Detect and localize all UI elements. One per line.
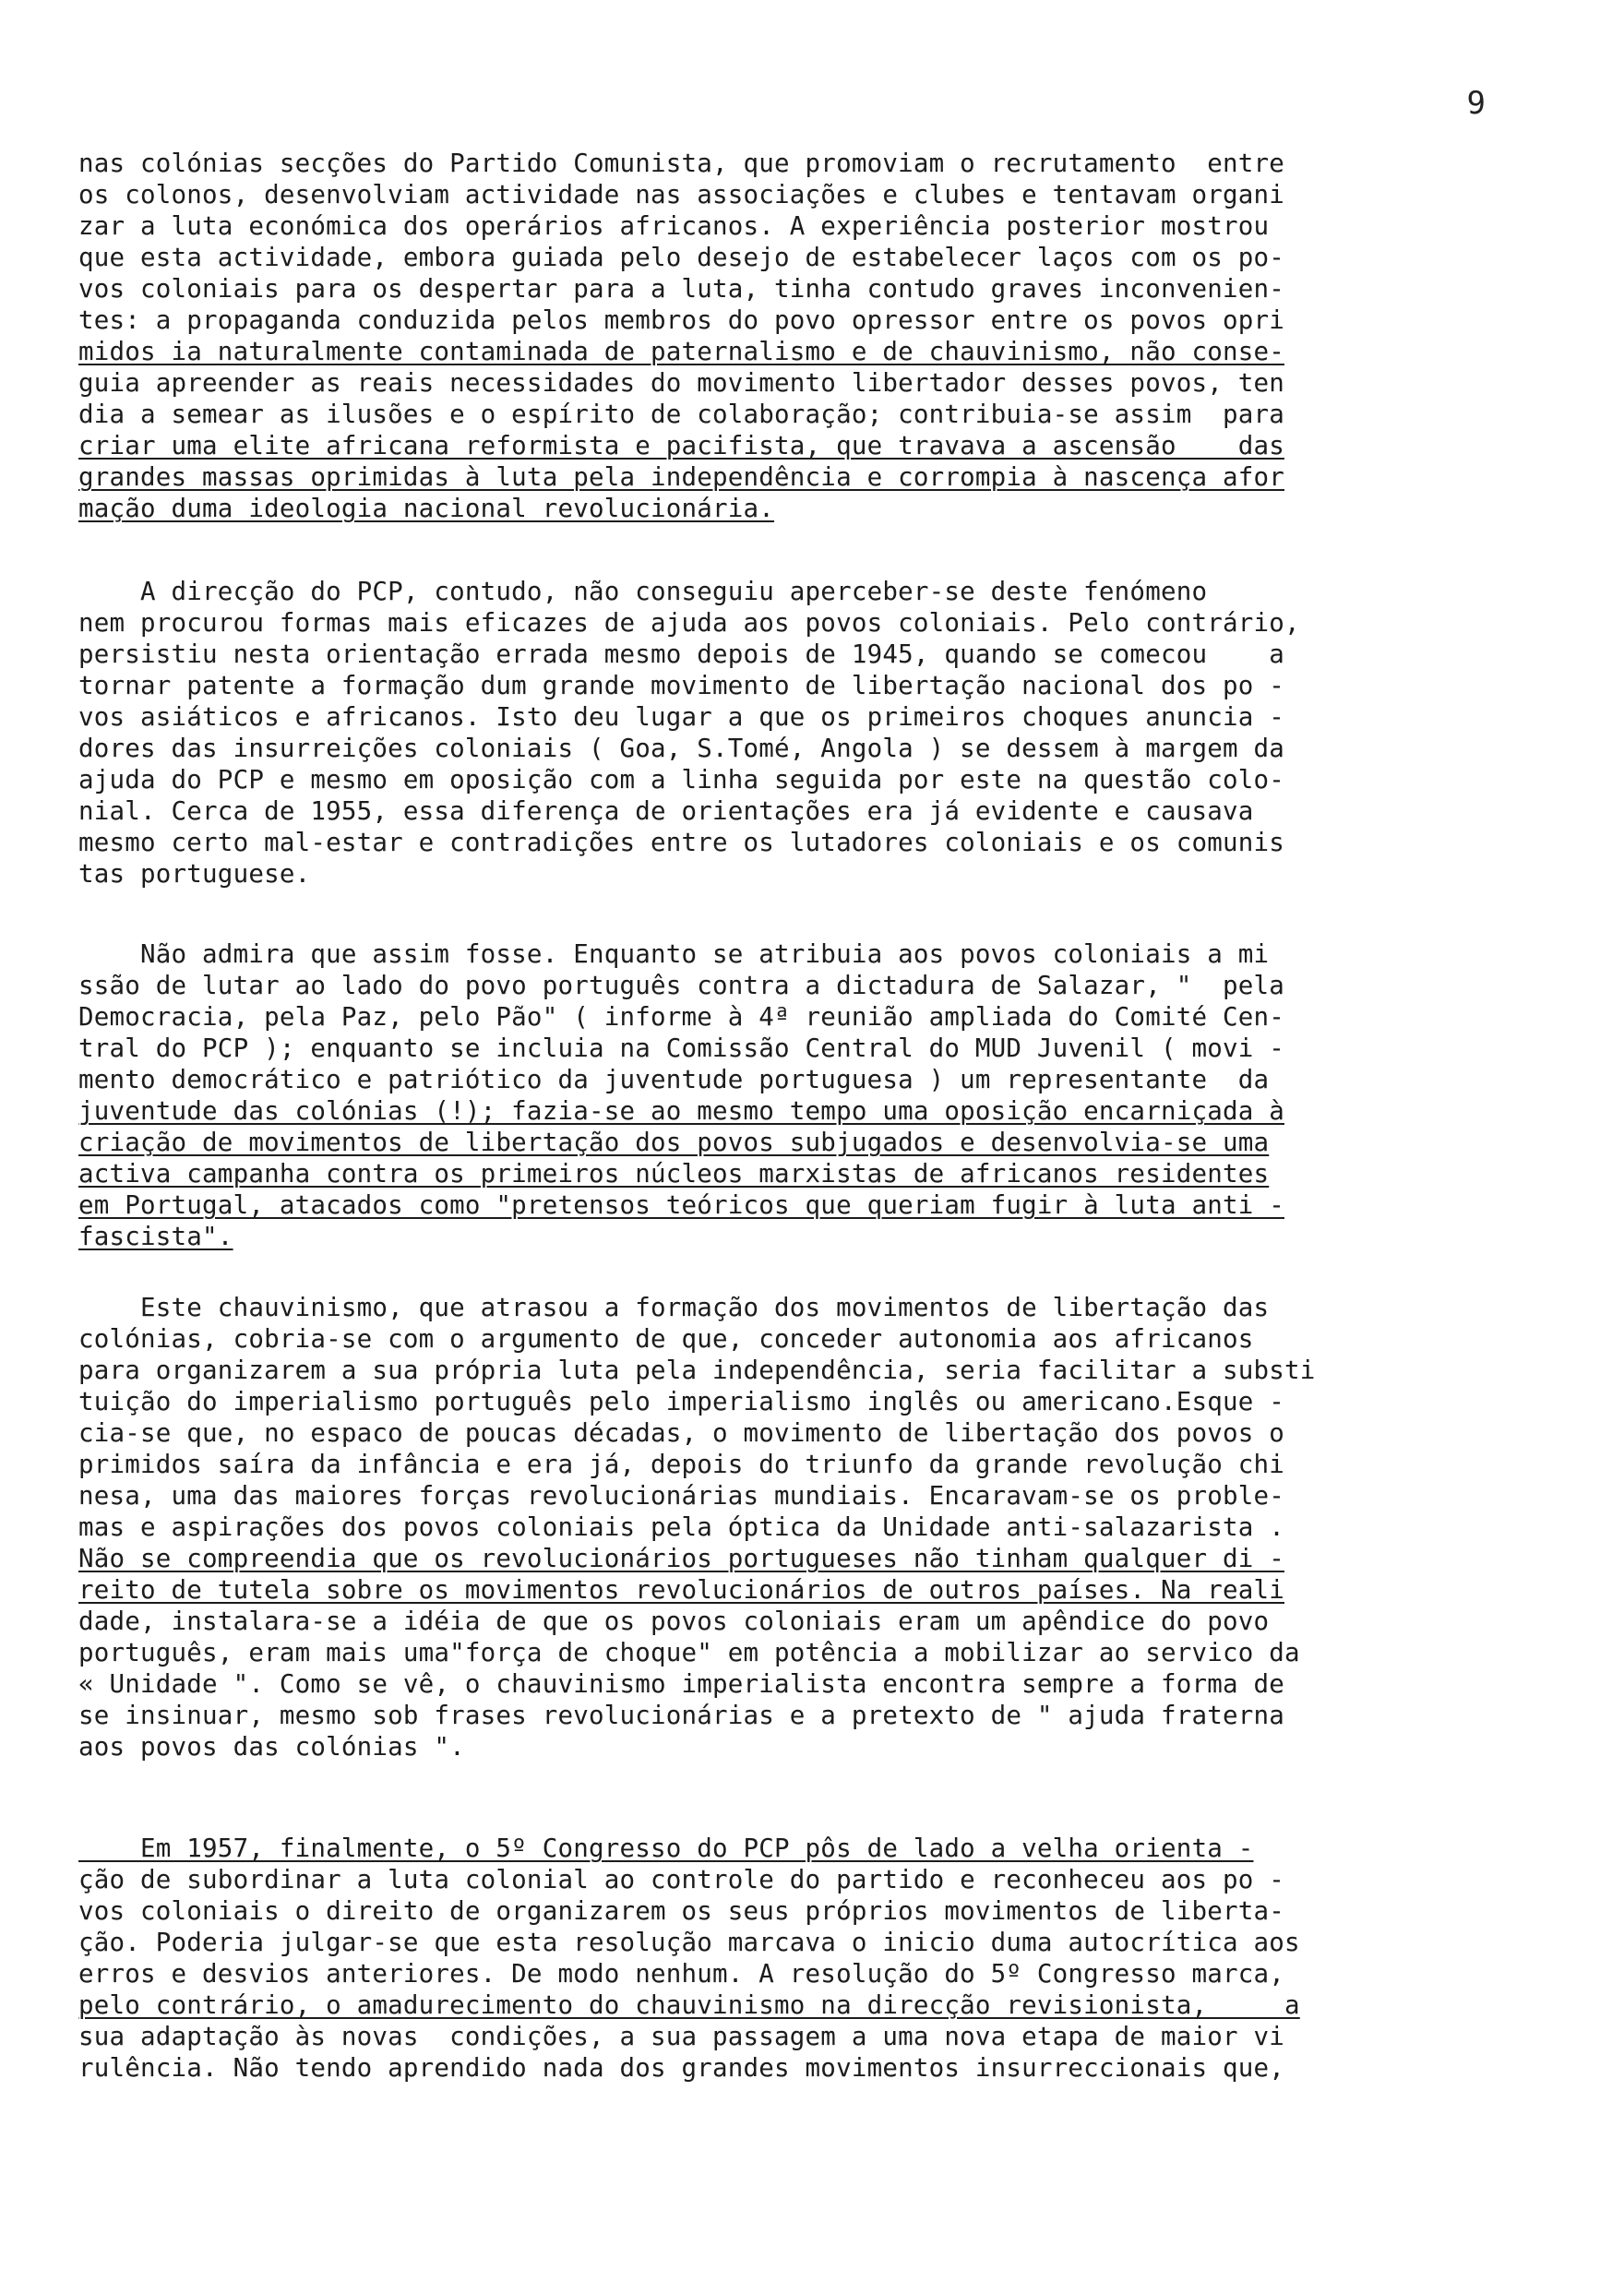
text-line: tuição do imperialismo português pelo imperialismo inglês ou americano.Esque -	[78, 1387, 1284, 1416]
text-line: Democracia, pela Paz, pelo Pão" ( informe à 4ª reunião ampliada do Comité Cen-	[78, 1002, 1284, 1032]
text-line: persistiu nesta orientação errada mesmo depois de 1945, quando se comecou a	[78, 639, 1284, 669]
text-line: A direcção do PCP, contudo, não conseguiu aperceber-se deste fenómeno	[78, 577, 1208, 606]
text-line: português, eram mais uma"força de choque" em potência a mobilizar ao servico da	[78, 1638, 1300, 1667]
paragraph-4	[78, 1292, 1499, 1762]
text-line: vos coloniais o direito de organizarem os seus próprios movimentos de liberta-	[78, 1896, 1284, 1926]
text-line: os colonos, desenvolviam actividade nas associações e clubes e tentavam organi	[78, 180, 1284, 209]
text-line: mação duma ideologia nacional revolucionária.	[78, 494, 775, 523]
text-line: colónias, cobria-se com o argumento de que, conceder autonomia aos africanos	[78, 1324, 1254, 1354]
text-line: pelo contrário, o amadurecimento do chauvinismo na direcção revisionista, a	[78, 1990, 1300, 2020]
text-line: Não se compreendia que os revolucionários portugueses não tinham qualquer di -	[78, 1544, 1284, 1573]
paragraph-1	[78, 148, 1499, 524]
text-line: « Unidade ". Como se vê, o chauvinismo imperialista encontra sempre a forma de	[78, 1669, 1284, 1699]
text-line: juventude das colónias (!); fazia-se ao mesmo tempo uma oposição encarniçada à	[78, 1096, 1284, 1126]
text-line: dia a semear as ilusões e o espírito de colaboração; contribuia-se assim para	[78, 400, 1284, 429]
text-line: dade, instalara-se a idéia de que os povos coloniais eram um apêndice do povo	[78, 1607, 1270, 1636]
text-line: nesa, uma das maiores forças revolucionárias mundiais. Encaravam-se os proble-	[78, 1481, 1284, 1511]
text-line: Este chauvinismo, que atrasou a formação dos movimentos de libertação das	[78, 1293, 1270, 1322]
text-line: tral do PCP ); enquanto se incluia na Comissão Central do MUD Juvenil ( movi -	[78, 1033, 1284, 1063]
paragraph-5	[78, 1833, 1499, 2084]
text-line: Em 1957, finalmente, o 5º Congresso do PCP pôs de lado a velha orienta -	[78, 1834, 1254, 1863]
text-line: midos ia naturalmente contaminada de paternalismo e de chauvinismo, não conse-	[78, 337, 1284, 366]
text-line: para organizarem a sua própria luta pela independência, seria facilitar a substi	[78, 1356, 1316, 1385]
text-line: vos asiáticos e africanos. Isto deu lugar a que os primeiros choques anuncia -	[78, 702, 1284, 732]
text-line: guia apreender as reais necessidades do movimento libertador desses povos, ten	[78, 368, 1284, 398]
text-line: sua adaptação às novas condições, a sua passagem a uma nova etapa de maior vi	[78, 2022, 1284, 2051]
paragraph-3	[78, 938, 1499, 1252]
text-line: reito de tutela sobre os movimentos revolucionários de outros países. Na reali	[78, 1575, 1284, 1605]
text-line: tas portuguese.	[78, 859, 311, 889]
text-line: que esta actividade, embora guiada pelo desejo de estabelecer laços com os po-	[78, 243, 1284, 272]
text-line: nas colónias secções do Partido Comunista, que promoviam o recrutamento entre	[78, 149, 1284, 178]
text-line: zar a luta económica dos operários africanos. A experiência posterior mostrou	[78, 211, 1270, 241]
text-line: tornar patente a formação dum grande movimento de libertação nacional dos po -	[78, 671, 1284, 700]
text-line: ssão de lutar ao lado do povo português contra a dictadura de Salazar, " pela	[78, 971, 1284, 1000]
text-line: erros e desvios anteriores. De modo nenhum. A resolução do 5º Congresso marca,	[78, 1959, 1284, 1989]
text-line: fascista".	[78, 1222, 233, 1251]
page-number: 9	[1466, 85, 1486, 122]
text-line: tes: a propaganda conduzida pelos membros do povo opressor entre os povos opri	[78, 305, 1284, 335]
text-line: primidos saíra da infância e era já, depois do triunfo da grande revolução chi	[78, 1450, 1284, 1479]
text-line: grandes massas oprimidas à luta pela independência e corrompia à nascença afor	[78, 462, 1284, 492]
text-line: em Portugal, atacados como "pretensos teóricos que queriam fugir à luta anti -	[78, 1190, 1284, 1220]
text-line: ajuda do PCP e mesmo em oposição com a linha seguida por este na questão colo-	[78, 765, 1284, 794]
text-line: activa campanha contra os primeiros núcleos marxistas de africanos residentes	[78, 1159, 1270, 1189]
paragraph-2	[78, 576, 1499, 890]
text-line: mento democrático e patriótico da juventude portuguesa ) um representante da	[78, 1065, 1270, 1094]
text-line: dores das insurreições coloniais ( Goa, S.Tomé, Angola ) se dessem à margem da	[78, 734, 1284, 763]
text-line: nem procurou formas mais eficazes de ajuda aos povos coloniais. Pelo contrário,	[78, 608, 1300, 638]
text-line: criação de movimentos de libertação dos povos subjugados e desenvolvia-se uma	[78, 1128, 1270, 1157]
text-line: ção. Poderia julgar-se que esta resolução marcava o inicio duma autocrítica aos	[78, 1928, 1300, 1957]
text-line: criar uma elite africana reformista e pacifista, que travava a ascensão das	[78, 431, 1284, 460]
text-line: se insinuar, mesmo sob frases revolucionárias e a pretexto de " ajuda fraterna	[78, 1701, 1284, 1730]
text-line: ção de subordinar a luta colonial ao controle do partido e reconheceu aos po -	[78, 1865, 1284, 1894]
text-line: mas e aspirações dos povos coloniais pela óptica da Unidade anti-salazarista .	[78, 1512, 1284, 1542]
text-line: rulência. Não tendo aprendido nada dos grandes movimentos insurreccionais que,	[78, 2053, 1284, 2083]
text-line: vos coloniais para os despertar para a luta, tinha contudo graves inconvenien-	[78, 274, 1284, 304]
text-line: aos povos das colónias ".	[78, 1732, 465, 1762]
text-line: Não admira que assim fosse. Enquanto se atribuia aos povos coloniais a mi	[78, 939, 1270, 969]
text-line: mesmo certo mal-estar e contradições entre os lutadores coloniais e os comunis	[78, 828, 1284, 857]
text-line: cia-se que, no espaco de poucas décadas, o movimento de libertação dos povos o	[78, 1418, 1284, 1448]
text-line: nial. Cerca de 1955, essa diferença de orientações era já evidente e causava	[78, 796, 1254, 826]
